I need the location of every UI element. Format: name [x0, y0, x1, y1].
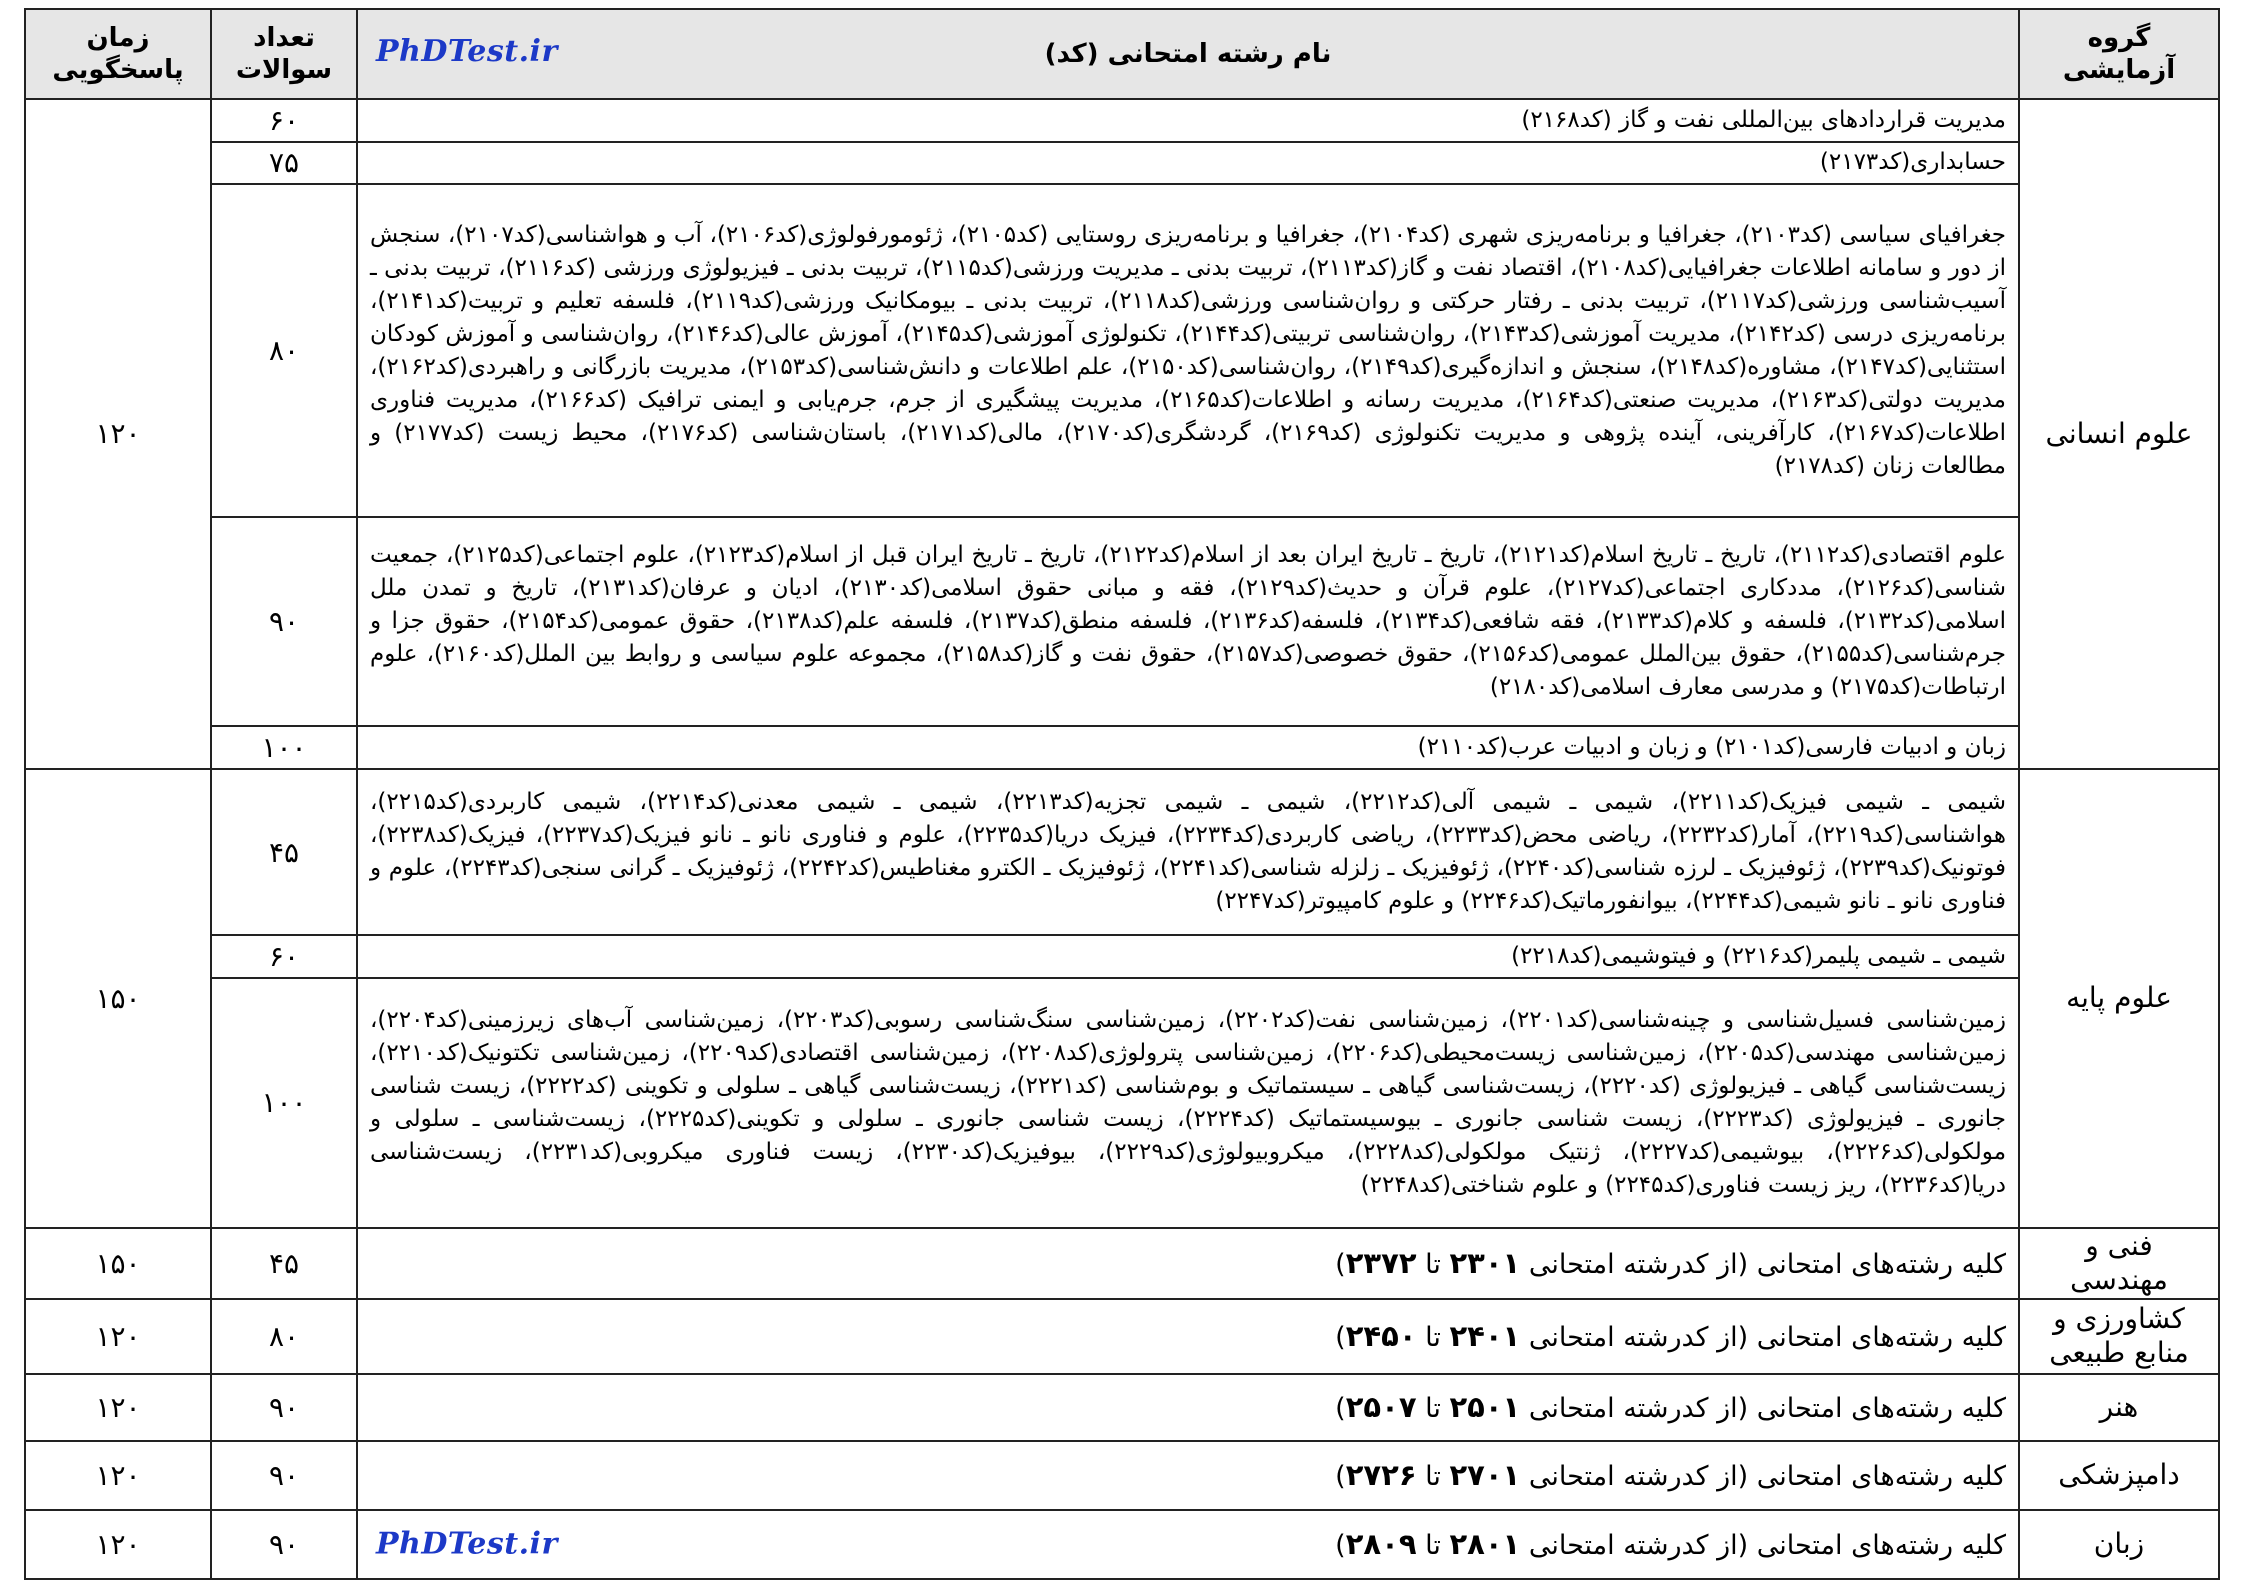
field-range-cell — [357, 1441, 2019, 1510]
table-row — [25, 726, 2219, 769]
table-row — [25, 935, 2219, 978]
count-cell: ۹۰ — [211, 1374, 357, 1441]
range-mid: تا — [1416, 1393, 1450, 1425]
count-cell: ۸۰ — [211, 1299, 357, 1374]
time-basic-sciences: ۱۵۰ — [25, 769, 211, 1228]
range-mid: تا — [1416, 1530, 1450, 1562]
header-group: گروه آزمایشی — [2019, 9, 2219, 99]
header-count: تعداد سوالات — [211, 9, 357, 99]
count-cell: ۴۵ — [211, 769, 357, 935]
field-range-cell — [357, 1510, 2019, 1579]
group-basic-sciences: علوم پایه — [2019, 769, 2219, 1228]
watermark-logo-top: PhDTest.ir — [376, 34, 558, 69]
field-cell: حسابداری(کد۲۱۷۳) — [357, 142, 2019, 185]
range-to: ۲۷۲۶ — [1345, 1458, 1417, 1493]
group-art: هنر — [2019, 1374, 2219, 1441]
exam-fields-table-container — [24, 8, 2218, 1580]
group-agriculture: کشاورزی و منابع طبیعی — [2019, 1299, 2219, 1374]
count-cell: ۸۰ — [211, 184, 357, 517]
table-row — [25, 184, 2219, 517]
table-row — [25, 1441, 2219, 1510]
time-cell: ۱۵۰ — [25, 1228, 211, 1299]
header-field — [357, 9, 2019, 99]
time-cell: ۱۲۰ — [25, 1299, 211, 1374]
range-prefix: کلیه رشته‌های امتحانی (از کدرشته امتحانی — [1520, 1249, 2006, 1281]
table-row — [25, 99, 2219, 142]
field-cell: زبان و ادبیات فارسی(کد۲۱۰۱) و زبان و ادبیات عرب(کد۲۱۱۰) — [357, 726, 2019, 769]
group-engineering: فنی و مهندسی — [2019, 1228, 2219, 1299]
range-to: ۲۸۰۹ — [1345, 1527, 1417, 1562]
field-cell: زمین‌شناسی فسیل‌شناسی و چینه‌شناسی(کد۲۲۰۱)، زمین‌شناسی نفت(کد۲۲۰۲)، زمین‌شناسی سنگ‌شناسی رسوبی(کد۲۲۰۳)، زمین‌شناسی آب‌های زیرزمینی(کد۲۲۰۴)، زمین‌شناسی مهندسی(کد۲۲۰۵)، زمین‌شناسی زیست‌محیطی(کد۲۲۰۶)، زمین‌شناسی پترولوژی(کد۲۲۰۸)، زمین‌شناسی اقتصادی(کد۲۲۰۹)، زمین‌شناسی تکتونیک(کد۲۲۱۰)، زیست‌شناسی گیاهی ـ فیزیولوژی (کد۲۲۲۰)، زیست‌شناسی گیاهی ـ سیستماتیک و بوم‌شناسی (کد۲۲۲۱)، زیست‌شناسی گیاهی ـ سلولی و تکوینی (کد۲۲۲۲)، زیست شناسی جانوری ـ فیزیولوژی (کد۲۲۲۳)، زیست شناسی جانوری ـ بیوسیستماتیک (کد۲۲۲۴)، زیست شناسی جانوری ـ سلولی و تکوینی(کد۲۲۲۵)، زیست‌شناسی ـ سلولی و مولکولی(کد۲۲۲۶)، بیوشیمی(کد۲۲۲۷)، ژنتیک مولکولی(کد۲۲۲۸)، میکروبیولوژی(کد۲۲۲۹)، بیوفیزیک(کد۲۲۳۰)، زیست فناوری میکروبی(کد۲۲۳۱)، زیست‌شناسی دریا(کد۲۲۳۶)، ریز زیست فناوری(کد۲۲۴۵) و علوم شناختی(کد۲۲۴۸) — [357, 978, 2019, 1228]
range-to: ۲۵۰۷ — [1345, 1390, 1417, 1425]
count-cell: ۹۰ — [211, 1441, 357, 1510]
range-mid: تا — [1416, 1461, 1450, 1493]
field-range-cell — [357, 1228, 2019, 1299]
field-cell: شیمی ـ شیمی فیزیک(کد۲۲۱۱)، شیمی ـ شیمی آلی(کد۲۲۱۲)، شیمی ـ شیمی تجزیه(کد۲۲۱۳)، شیمی ـ شیمی معدنی(کد۲۲۱۴)، شیمی کاربردی(کد۲۲۱۵)، هواشناسی(کد۲۲۱۹)، آمار(کد۲۲۳۲)، ریاضی محض(کد۲۲۳۳)، ریاضی کاربردی(کد۲۲۳۴)، فیزیک دریا(کد۲۲۳۵)، علوم و فناوری نانو ـ نانو فیزیک(کد۲۲۳۷)، فیزیک(کد۲۲۳۸)، فوتونیک(کد۲۲۳۹)، ژئوفیزیک ـ لرزه شناسی(کد۲۲۴۰)، ژئوفیزیک ـ زلزله شناسی(کد۲۲۴۱)، ژئوفیزیک ـ الکترو مغناطیس(کد۲۲۴۲)، ژئوفیزیک ـ گرانی سنجی(کد۲۲۴۳)، علوم و فناوری نانو ـ نانو شیمی(کد۲۲۴۴)، بیوانفورماتیک(کد۲۲۴۶) و علوم کامپیوتر(کد۲۲۴۷) — [357, 769, 2019, 935]
range-suffix: ) — [1335, 1530, 1346, 1562]
count-cell: ۶۰ — [211, 935, 357, 978]
count-cell: ۶۰ — [211, 99, 357, 142]
table-row — [25, 769, 2219, 935]
range-to: ۲۴۵۰ — [1345, 1319, 1417, 1354]
table-row — [25, 1374, 2219, 1441]
range-from: ۲۷۰۱ — [1449, 1458, 1521, 1493]
range-to: ۲۳۷۲ — [1345, 1246, 1417, 1281]
table-row — [25, 978, 2219, 1228]
group-veterinary: دامپزشکی — [2019, 1441, 2219, 1510]
table-row — [25, 1228, 2219, 1299]
field-cell: جغرافیای سیاسی (کد۲۱۰۳)، جغرافیا و برنامه‌ریزی شهری (کد۲۱۰۴)، جغرافیا و برنامه‌ریزی روستایی (کد۲۱۰۵)، ژئومورفولوژی(کد۲۱۰۶)، آب و هواشناسی(کد۲۱۰۷)، سنجش از دور و سامانه اطلاعات جغرافیایی(کد۲۱۰۸)، اقتصاد نفت و گاز(کد۲۱۱۳)، تربیت بدنی ـ مدیریت ورزشی(کد۲۱۱۵)، تربیت بدنی ـ فیزیولوژی ورزشی (کد۲۱۱۶)، تربیت بدنی ـ آسیب‌شناسی ورزشی(کد۲۱۱۷)، تربیت بدنی ـ رفتار حرکتی و روان‌شناسی ورزشی(کد۲۱۱۸)، تربیت بدنی ـ بیومکانیک ورزشی(کد۲۱۱۹)، فلسفه تعلیم و تربیت(کد۲۱۴۱)، برنامه‌ریزی درسی (کد۲۱۴۲)، مدیریت آموزشی(کد۲۱۴۳)، روان‌شناسی تربیتی(کد۲۱۴۴)، تکنولوژی آموزشی(کد۲۱۴۵)، آموزش عالی(کد۲۱۴۶)، روان‌شناسی و آموزش کودکان استثنایی(کد۲۱۴۷)، مشاوره(کد۲۱۴۸)، سنجش و اندازه‌گیری(کد۲۱۴۹)، روان‌شناسی(کد۲۱۵۰)، علم اطلاعات و دانش‌شناسی(کد۲۱۵۳)، مدیریت بازرگانی و راهبردی(کد۲۱۶۲)، مدیریت دولتی(کد۲۱۶۳)، مدیریت صنعتی(کد۲۱۶۴)، مدیریت رسانه و اطلاعات(کد۲۱۶۵)، مدیریت پیشگیری از جرم، جرم‌یابی و ایمنی ترافیک (کد۲۱۶۶)، مدیریت فناوری اطلاعات(کد۲۱۶۷)، کارآفرینی، آینده پژوهی و مدیریت تکنولوژی (کد۲۱۶۹)، گردشگری(کد۲۱۷۰)، مالی(کد۲۱۷۱)، باستان‌شناسی (کد۲۱۷۶)، محیط زیست (کد۲۱۷۷) و مطالعات زنان (کد۲۱۷۸) — [357, 184, 2019, 517]
field-cell: شیمی ـ شیمی پلیمر(کد۲۲۱۶) و فیتوشیمی(کد۲۲۱۸) — [357, 935, 2019, 978]
count-cell: ۹۰ — [211, 1510, 357, 1579]
range-mid: تا — [1416, 1322, 1450, 1354]
exam-fields-table — [24, 8, 2220, 1580]
count-cell: ۹۰ — [211, 517, 357, 726]
range-prefix: کلیه رشته‌های امتحانی (از کدرشته امتحانی — [1520, 1322, 2006, 1354]
field-cell: مدیریت قراردادهای بین‌المللی نفت و گاز (کد۲۱۶۸) — [357, 99, 2019, 142]
range-prefix: کلیه رشته‌های امتحانی (از کدرشته امتحانی — [1520, 1461, 2006, 1493]
header-time: زمان پاسخگویی — [25, 9, 211, 99]
table-row — [25, 142, 2219, 185]
range-from: ۲۴۰۱ — [1449, 1319, 1521, 1354]
time-cell: ۱۲۰ — [25, 1510, 211, 1579]
time-cell: ۱۲۰ — [25, 1441, 211, 1510]
range-mid: تا — [1416, 1249, 1450, 1281]
range-suffix: ) — [1335, 1322, 1346, 1354]
table-row — [25, 1299, 2219, 1374]
count-cell: ۴۵ — [211, 1228, 357, 1299]
group-language: زبان — [2019, 1510, 2219, 1579]
group-humanities: علوم انسانی — [2019, 99, 2219, 769]
time-humanities: ۱۲۰ — [25, 99, 211, 769]
range-suffix: ) — [1335, 1461, 1346, 1493]
field-range-cell — [357, 1299, 2019, 1374]
count-cell: ۷۵ — [211, 142, 357, 185]
count-cell: ۱۰۰ — [211, 726, 357, 769]
field-cell: علوم اقتصادی(کد۲۱۱۲)، تاریخ ـ تاریخ اسلام(کد۲۱۲۱)، تاریخ ـ تاریخ ایران بعد از اسلام(کد۲۱۲۲)، تاریخ ـ تاریخ ایران قبل از اسلام(کد۲۱۲۳)، علوم اجتماعی(کد۲۱۲۵)، جمعیت شناسی(کد۲۱۲۶)، مددکاری اجتماعی(کد۲۱۲۷)، علوم قرآن و حدیث(کد۲۱۲۹)، فقه و مبانی حقوق اسلامی(کد۲۱۳۰)، ادیان و عرفان(کد۲۱۳۱)، تاریخ و تمدن ملل اسلامی(کد۲۱۳۲)، فلسفه و کلام(کد۲۱۳۳)، فقه شافعی(کد۲۱۳۴)، فلسفه(کد۲۱۳۶)، فلسفه منطق(کد۲۱۳۷)، فلسفه علم(کد۲۱۳۸)، حقوق عمومی(کد۲۱۵۴)، حقوق جزا و جرم‌شناسی(کد۲۱۵۵)، حقوق بین‌الملل عمومی(کد۲۱۵۶)، حقوق خصوصی(کد۲۱۵۷)، حقوق نفت و گاز(کد۲۱۵۸)، مجموعه علوم سیاسی و روابط بین الملل(کد۲۱۶۰)، علوم ارتباطات(کد۲۱۷۵) و مدرسی معارف اسلامی(کد۲۱۸۰) — [357, 517, 2019, 726]
table-row — [25, 517, 2219, 726]
range-prefix: کلیه رشته‌های امتحانی (از کدرشته امتحانی — [1520, 1530, 2006, 1562]
range-suffix: ) — [1335, 1249, 1346, 1281]
header-field-label: نام رشته امتحانی (کد) — [1044, 39, 1332, 69]
range-suffix: ) — [1335, 1393, 1346, 1425]
range-prefix: کلیه رشته‌های امتحانی (از کدرشته امتحانی — [1520, 1393, 2006, 1425]
range-from: ۲۵۰۱ — [1449, 1390, 1521, 1425]
header-row — [25, 9, 2219, 99]
range-from: ۲۳۰۱ — [1449, 1246, 1521, 1281]
range-from: ۲۸۰۱ — [1449, 1527, 1521, 1562]
watermark-logo-bottom: PhDTest.ir — [376, 1526, 558, 1562]
count-cell: ۱۰۰ — [211, 978, 357, 1228]
time-cell: ۱۲۰ — [25, 1374, 211, 1441]
field-range-cell — [357, 1374, 2019, 1441]
table-row — [25, 1510, 2219, 1579]
